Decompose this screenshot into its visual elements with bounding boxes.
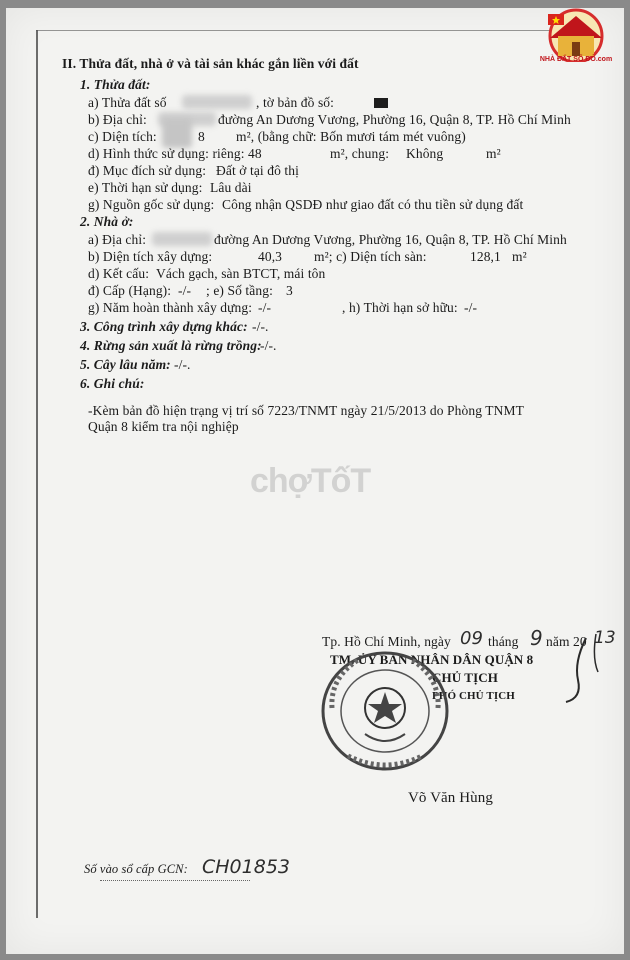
house-grade: -/- bbox=[178, 283, 192, 298]
registry-label: Số vào sổ cấp GCN: bbox=[84, 862, 188, 876]
sign-month: 9 bbox=[530, 626, 543, 650]
sign-role: CHỦ TỊCH bbox=[432, 670, 498, 685]
land-term-label: e) Thời hạn sử dụng: bbox=[88, 180, 203, 195]
house-ownership-term: -/- bbox=[464, 300, 478, 315]
land-area-label: c) Diện tích: bbox=[88, 129, 157, 144]
sign-org: TM. ỦY BAN NHÂN DÂN QUẬN 8 bbox=[330, 652, 534, 667]
sign-deputy: PHÓ CHỦ TỊCH bbox=[432, 690, 515, 702]
land-address-label: b) Địa chỉ: bbox=[88, 112, 147, 127]
notes-heading: 6. Ghi chú: bbox=[80, 376, 145, 391]
planted-forest-heading: 4. Rừng sản xuất là rừng trồng: bbox=[80, 338, 262, 353]
house-address-label: a) Địa chỉ: bbox=[88, 232, 147, 247]
redacted-map-number bbox=[374, 98, 388, 108]
signature-scribble bbox=[436, 628, 606, 708]
sign-month-label: tháng bbox=[488, 634, 519, 649]
house-floor-area: 128,1 bbox=[470, 249, 501, 264]
land-use-form: d) Hình thức sử dụng: riêng: 48 bbox=[88, 146, 262, 161]
land-origin: Công nhận QSDĐ như giao đất có thu tiền sử dụng đất bbox=[222, 197, 524, 212]
land-use-common: m², chung: bbox=[330, 146, 390, 161]
page-border-left bbox=[36, 30, 38, 918]
house-floors: 3 bbox=[286, 283, 293, 298]
house-year-label: g) Năm hoàn thành xây dựng: bbox=[88, 300, 253, 315]
redacted-parcel-number bbox=[182, 95, 252, 109]
sign-place: Tp. Hồ Chí Minh, ngày bbox=[322, 634, 451, 649]
house-address: đường An Dương Vương, Phường 16, Quận 8, TP. Hồ Chí Minh bbox=[214, 232, 567, 247]
land-area-value: 8 bbox=[198, 129, 205, 144]
land-purpose-label: đ) Mục đích sử dụng: bbox=[88, 163, 207, 178]
note-line-2: Quận 8 kiểm tra nội nghiệp bbox=[88, 419, 239, 434]
official-seal-icon bbox=[318, 648, 452, 774]
house-ownership-term-label: , h) Thời hạn sở hữu: bbox=[342, 300, 458, 315]
house-floors-label: ; e) Số tầng: bbox=[206, 283, 273, 298]
house-floor-area-unit: m² bbox=[512, 249, 527, 264]
other-construction: -/-. bbox=[252, 319, 269, 334]
note-line-1: -Kèm bản đồ hiện trạng vị trí số 7223/TNMT ngày 21/5/2013 do Phòng TNMT bbox=[88, 403, 524, 418]
sign-year-label: năm 20 bbox=[546, 634, 587, 649]
redacted-house-address-number bbox=[152, 232, 212, 246]
land-address: đường An Dương Vương, Phường 16, Quận 8, TP. Hồ Chí Minh bbox=[218, 112, 571, 127]
sign-year: 13 bbox=[594, 628, 616, 648]
house-structure: Vách gạch, sàn BTCT, mái tôn bbox=[156, 266, 326, 281]
land-area-unit: m², (bằng chữ: Bốn mươi tám mét vuông) bbox=[236, 129, 466, 144]
signer-name: Võ Văn Hùng bbox=[408, 790, 493, 806]
registry-dotted-line bbox=[100, 880, 250, 881]
house-heading: 2. Nhà ở: bbox=[80, 214, 134, 229]
watermark: chợTốT bbox=[250, 462, 371, 500]
land-parcel-label: a) Thửa đất số bbox=[88, 95, 167, 110]
land-map-label: , tờ bản đồ số: bbox=[256, 95, 335, 110]
land-origin-label: g) Nguồn gốc sử dụng: bbox=[88, 197, 215, 212]
logo-text: NHÀ ĐẤT SỔ ĐỎ.com bbox=[539, 56, 613, 63]
land-purpose: Đất ở tại đô thị bbox=[216, 163, 299, 178]
planted-forest: -/-. bbox=[260, 338, 277, 353]
section-title: II. Thửa đất, nhà ở và tài sản khác gắn liền với đất bbox=[62, 56, 359, 71]
perennial-trees: -/-. bbox=[174, 357, 191, 372]
house-built-area: 40,3 bbox=[258, 249, 283, 264]
land-term: Lâu dài bbox=[210, 180, 252, 195]
registry-number: CH01853 bbox=[202, 856, 290, 878]
house-grade-label: đ) Cấp (Hạng): bbox=[88, 283, 172, 298]
redacted-area-digit bbox=[162, 118, 192, 148]
house-floor-area-label: m²; c) Diện tích sàn: bbox=[314, 249, 427, 264]
perennial-trees-heading: 5. Cây lâu năm: bbox=[80, 357, 171, 372]
page-border-top bbox=[36, 30, 596, 31]
other-construction-heading: 3. Công trình xây dựng khác: bbox=[80, 319, 248, 334]
house-structure-label: d) Kết cấu: bbox=[88, 266, 150, 281]
site-logo[interactable] bbox=[528, 6, 624, 70]
house-built-area-label: b) Diện tích xây dựng: bbox=[88, 249, 213, 264]
house-logo-icon bbox=[528, 6, 624, 62]
house-year: -/- bbox=[258, 300, 272, 315]
land-use-unit: m² bbox=[486, 146, 501, 161]
land-use-common-value: Không bbox=[406, 146, 444, 161]
land-heading: 1. Thửa đất: bbox=[80, 77, 151, 92]
sign-day: 09 bbox=[460, 628, 483, 649]
